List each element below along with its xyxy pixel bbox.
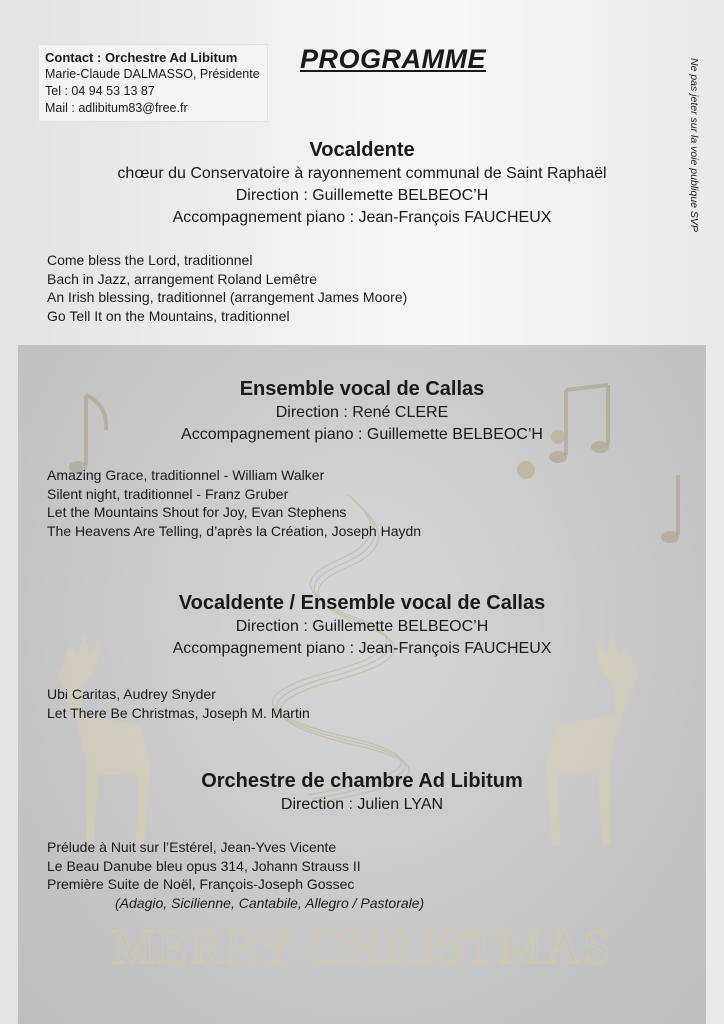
section-orchestre (0, 768, 724, 816)
section-callas-items (47, 466, 421, 540)
contact-box (38, 44, 268, 122)
contact-title: Contact : Orchestre Ad Libitum (45, 50, 238, 65)
programme-item: Let the Mountains Shout for Joy, Evan Stephens (47, 504, 347, 520)
section-line: chœur du Conservatoire à rayonnement communal de Saint Raphaël (117, 165, 607, 182)
programme-item: Ubi Caritas, Audrey Snyder (47, 686, 216, 702)
merry-christmas-text: MERRY CHRISTMAS (111, 918, 613, 974)
section-line: Direction : Guillemette BELBEOC’H (235, 187, 489, 204)
section-title: Ensemble vocal de Callas (239, 378, 485, 400)
section-callas (0, 376, 724, 446)
section-joint (0, 590, 724, 660)
programme-item: An Irish blessing, traditionnel (arrangement James Moore) (47, 289, 408, 305)
section-orchestre-items (47, 838, 424, 912)
section-joint-items (47, 685, 310, 722)
programme-item: Le Beau Danube bleu opus 314, Johann Strauss II (47, 857, 361, 874)
contact-name: Marie-Claude DALMASSO, Présidente (45, 67, 260, 81)
programme-item: Silent night, traditionnel - Franz Gruber (47, 485, 289, 502)
section-line: Accompagnement piano : Jean-François FAUCHEUX (172, 640, 552, 657)
programme-item: Come bless the Lord, traditionnel (47, 252, 253, 268)
programme-item: Bach in Jazz, arrangement Roland Lemêtre (47, 270, 318, 287)
section-line: Direction : Julien LYAN (280, 796, 444, 813)
section-vocaldente (0, 137, 724, 229)
programme-item: Amazing Grace, traditionnel - William Walker (47, 467, 325, 483)
programme-item: Let There Be Christmas, Joseph M. Martin (47, 704, 310, 721)
side-note: Ne pas jeter sur la voie publique SVP (688, 58, 700, 232)
programme-item: Première Suite de Noël, François-Joseph Gossec (47, 876, 355, 892)
section-title: Vocaldente / Ensemble vocal de Callas (178, 592, 546, 614)
section-title: Orchestre de chambre Ad Libitum (201, 770, 523, 792)
section-line: Direction : René CLERE (275, 404, 449, 421)
programme-item: Prélude à Nuit sur l’Estérel, Jean-Yves Vicente (47, 839, 337, 855)
section-vocaldente-items (47, 251, 407, 325)
page-title: PROGRAMME (300, 44, 486, 74)
programme-item: Go Tell It on the Mountains, traditionnel (47, 307, 290, 324)
contact-mail: Mail : adlibitum83@free.fr (45, 101, 188, 115)
section-title: Vocaldente (309, 139, 415, 161)
section-line: Accompagnement piano : Jean-François FAUCHEUX (172, 209, 552, 226)
programme-item-note: (Adagio, Sicilienne, Cantabile, Allegro / Pastorale) (115, 894, 425, 911)
programme-item: The Heavens Are Telling, d’après la Création, Joseph Haydn (47, 522, 422, 539)
section-line: Accompagnement piano : Guillemette BELBEOC’H (181, 426, 543, 443)
contact-tel: Tel : 04 94 53 13 87 (45, 84, 155, 98)
section-line: Direction : Guillemette BELBEOC’H (235, 618, 489, 635)
